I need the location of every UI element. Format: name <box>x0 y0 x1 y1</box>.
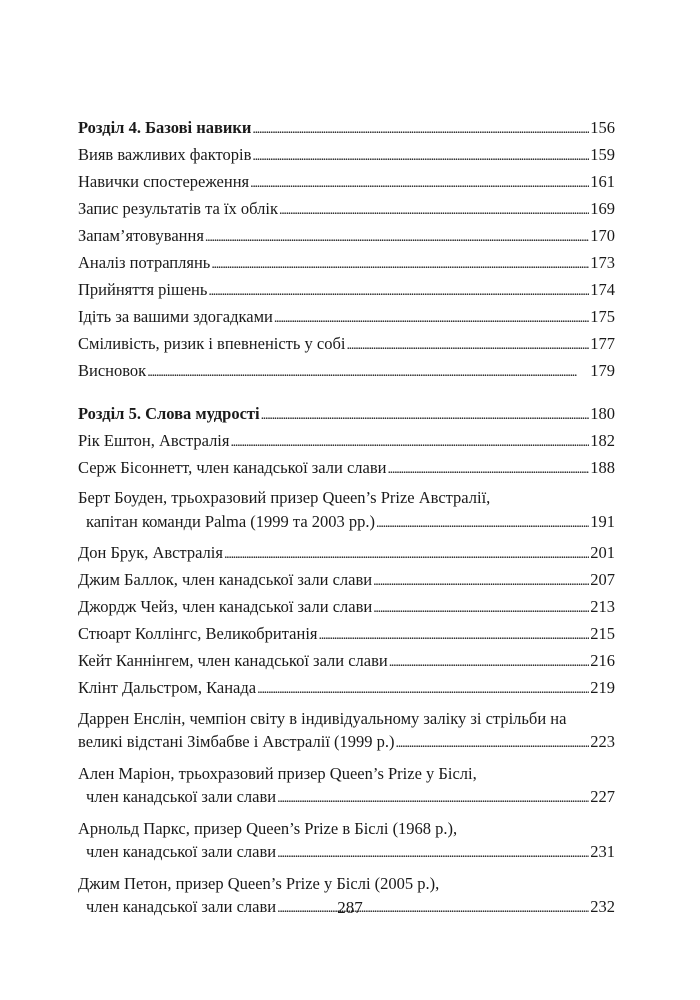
dot-leader <box>387 456 589 482</box>
dot-leader <box>230 429 589 455</box>
page-ref: 159 <box>590 145 615 164</box>
entry-title: Прийняття рішень <box>78 280 208 299</box>
page-ref: 232 <box>590 897 615 916</box>
dot-leader <box>257 676 589 702</box>
dot-leader <box>373 568 589 594</box>
page-ref: 201 <box>590 543 615 562</box>
entry-title: Дон Брук, Австралія <box>78 543 223 562</box>
toc-section <box>78 402 615 921</box>
entry-title: Джим Баллок, член канадської зали слави <box>78 570 373 589</box>
page-ref: 227 <box>590 787 615 806</box>
entry-title: Запис результатів та їх облік <box>78 199 278 218</box>
toc-entry <box>78 486 615 535</box>
page-ref: 156 <box>590 118 615 137</box>
toc-entry <box>78 429 615 455</box>
entry-title: член канадської зали слави <box>86 897 277 916</box>
entry-title: Даррен Енслін, чемпіон світу в індивідуальному заліку зі стрільби на <box>78 708 567 728</box>
chapter-heading <box>78 402 615 428</box>
dot-leader <box>211 251 589 277</box>
entry-title: Арнольд Паркс, призер Queen’s Prize в Біслі (1968 р.), <box>78 818 458 838</box>
toc-entry <box>78 568 615 594</box>
chapter-heading <box>78 116 615 142</box>
page-ref: 213 <box>590 597 615 616</box>
page-ref: 170 <box>590 226 615 245</box>
toc-entry <box>78 456 615 482</box>
dot-leader <box>205 224 589 250</box>
page-ref: 175 <box>590 307 615 326</box>
toc-entry <box>78 251 615 277</box>
entry-title: член канадської зали слави <box>86 787 277 806</box>
entry-title: Вияв важливих факторів <box>78 145 252 164</box>
dot-leader <box>252 116 589 142</box>
page-ref: 177 <box>590 334 615 353</box>
toc-entry <box>78 224 615 250</box>
page-ref: 188 <box>590 457 615 477</box>
chapter-title: Розділ 5. Слова мудрості <box>78 403 260 423</box>
entry-title: капітан команди Palma (1999 та 2003 рр.) <box>86 511 376 531</box>
dot-leader <box>274 305 589 331</box>
dot-leader <box>252 143 589 169</box>
entry-title: Висновок <box>78 361 147 380</box>
page-ref: 182 <box>590 430 615 450</box>
page-ref: 215 <box>590 624 615 643</box>
entry-title: Аналіз потраплянь <box>78 253 211 272</box>
toc-entry <box>78 143 615 169</box>
toc-entry <box>78 622 615 648</box>
toc-entry <box>78 817 615 866</box>
dot-leader <box>389 649 590 675</box>
toc-entry <box>78 595 615 621</box>
entry-title: Джим Петон, призер Queen’s Prize у Біслі (2005 р.), <box>78 873 440 893</box>
toc-entry <box>78 332 615 358</box>
entry-title: Запам’ятовування <box>78 226 204 245</box>
entry-title: великі відстані Зімбабве і Австралії (1999 р.) <box>78 732 395 751</box>
dot-leader <box>396 730 590 756</box>
entry-title: Навички спостереження <box>78 172 250 191</box>
entry-title: Берт Боуден, трьохразовий призер Queen’s Prize Австралії, <box>78 488 491 507</box>
page-ref: 207 <box>590 570 615 589</box>
chapter-title: Розділ 4. Базові навики <box>78 118 252 137</box>
table-of-contents <box>78 116 615 938</box>
page-number: 287 <box>337 898 363 917</box>
page-ref: 191 <box>590 511 615 531</box>
dot-leader <box>224 541 589 567</box>
dot-leader <box>373 595 589 621</box>
entry-title: Сміливість, ризик і впевненість у собі <box>78 334 346 353</box>
dot-leader <box>261 402 590 428</box>
dot-leader <box>277 840 589 866</box>
entry-title: Клінт Дальстром, Канада <box>78 678 257 697</box>
dot-leader <box>250 170 589 196</box>
toc-section <box>78 116 615 385</box>
entry-title: Серж Бісоннетт, член канадської зали слави <box>78 457 387 477</box>
page-ref: 174 <box>590 280 615 299</box>
toc-entry <box>78 278 615 304</box>
toc-entry <box>78 541 615 567</box>
page-ref: 180 <box>590 403 615 423</box>
toc-entry <box>78 197 615 223</box>
dot-leader <box>319 622 590 648</box>
toc-entry <box>78 762 615 811</box>
toc-entry <box>78 305 615 331</box>
dot-leader <box>147 359 589 385</box>
dot-leader <box>277 785 589 811</box>
entry-title: Джордж Чейз, член канадської зали слави <box>78 597 373 616</box>
dot-leader <box>346 332 589 358</box>
entry-title: Кейт Каннінгем, член канадської зали слави <box>78 651 388 670</box>
page-ref: 179 <box>590 361 615 380</box>
dot-leader <box>208 278 589 304</box>
entry-title: Ален Маріон, трьохразовий призер Queen’s Prize у Біслі, <box>78 763 477 783</box>
page-ref: 169 <box>590 199 615 218</box>
dot-leader <box>376 510 589 536</box>
entry-title: Ідіть за вашими здогадками <box>78 307 273 326</box>
toc-entry <box>78 359 615 385</box>
page-ref: 161 <box>590 172 615 191</box>
page-ref: 223 <box>590 732 615 751</box>
page-ref: 173 <box>590 253 615 272</box>
page-ref: 216 <box>590 651 615 670</box>
toc-entry <box>78 676 615 702</box>
toc-entry <box>78 707 615 756</box>
toc-entry <box>78 170 615 196</box>
dot-leader <box>279 197 589 223</box>
page-ref: 219 <box>590 678 615 697</box>
entry-title: Рік Ештон, Австралія <box>78 430 230 450</box>
page-ref: 231 <box>590 842 615 861</box>
entry-title: член канадської зали слави <box>86 842 277 861</box>
entry-title: Стюарт Коллінгс, Великобританія <box>78 624 318 643</box>
toc-entry <box>78 649 615 675</box>
